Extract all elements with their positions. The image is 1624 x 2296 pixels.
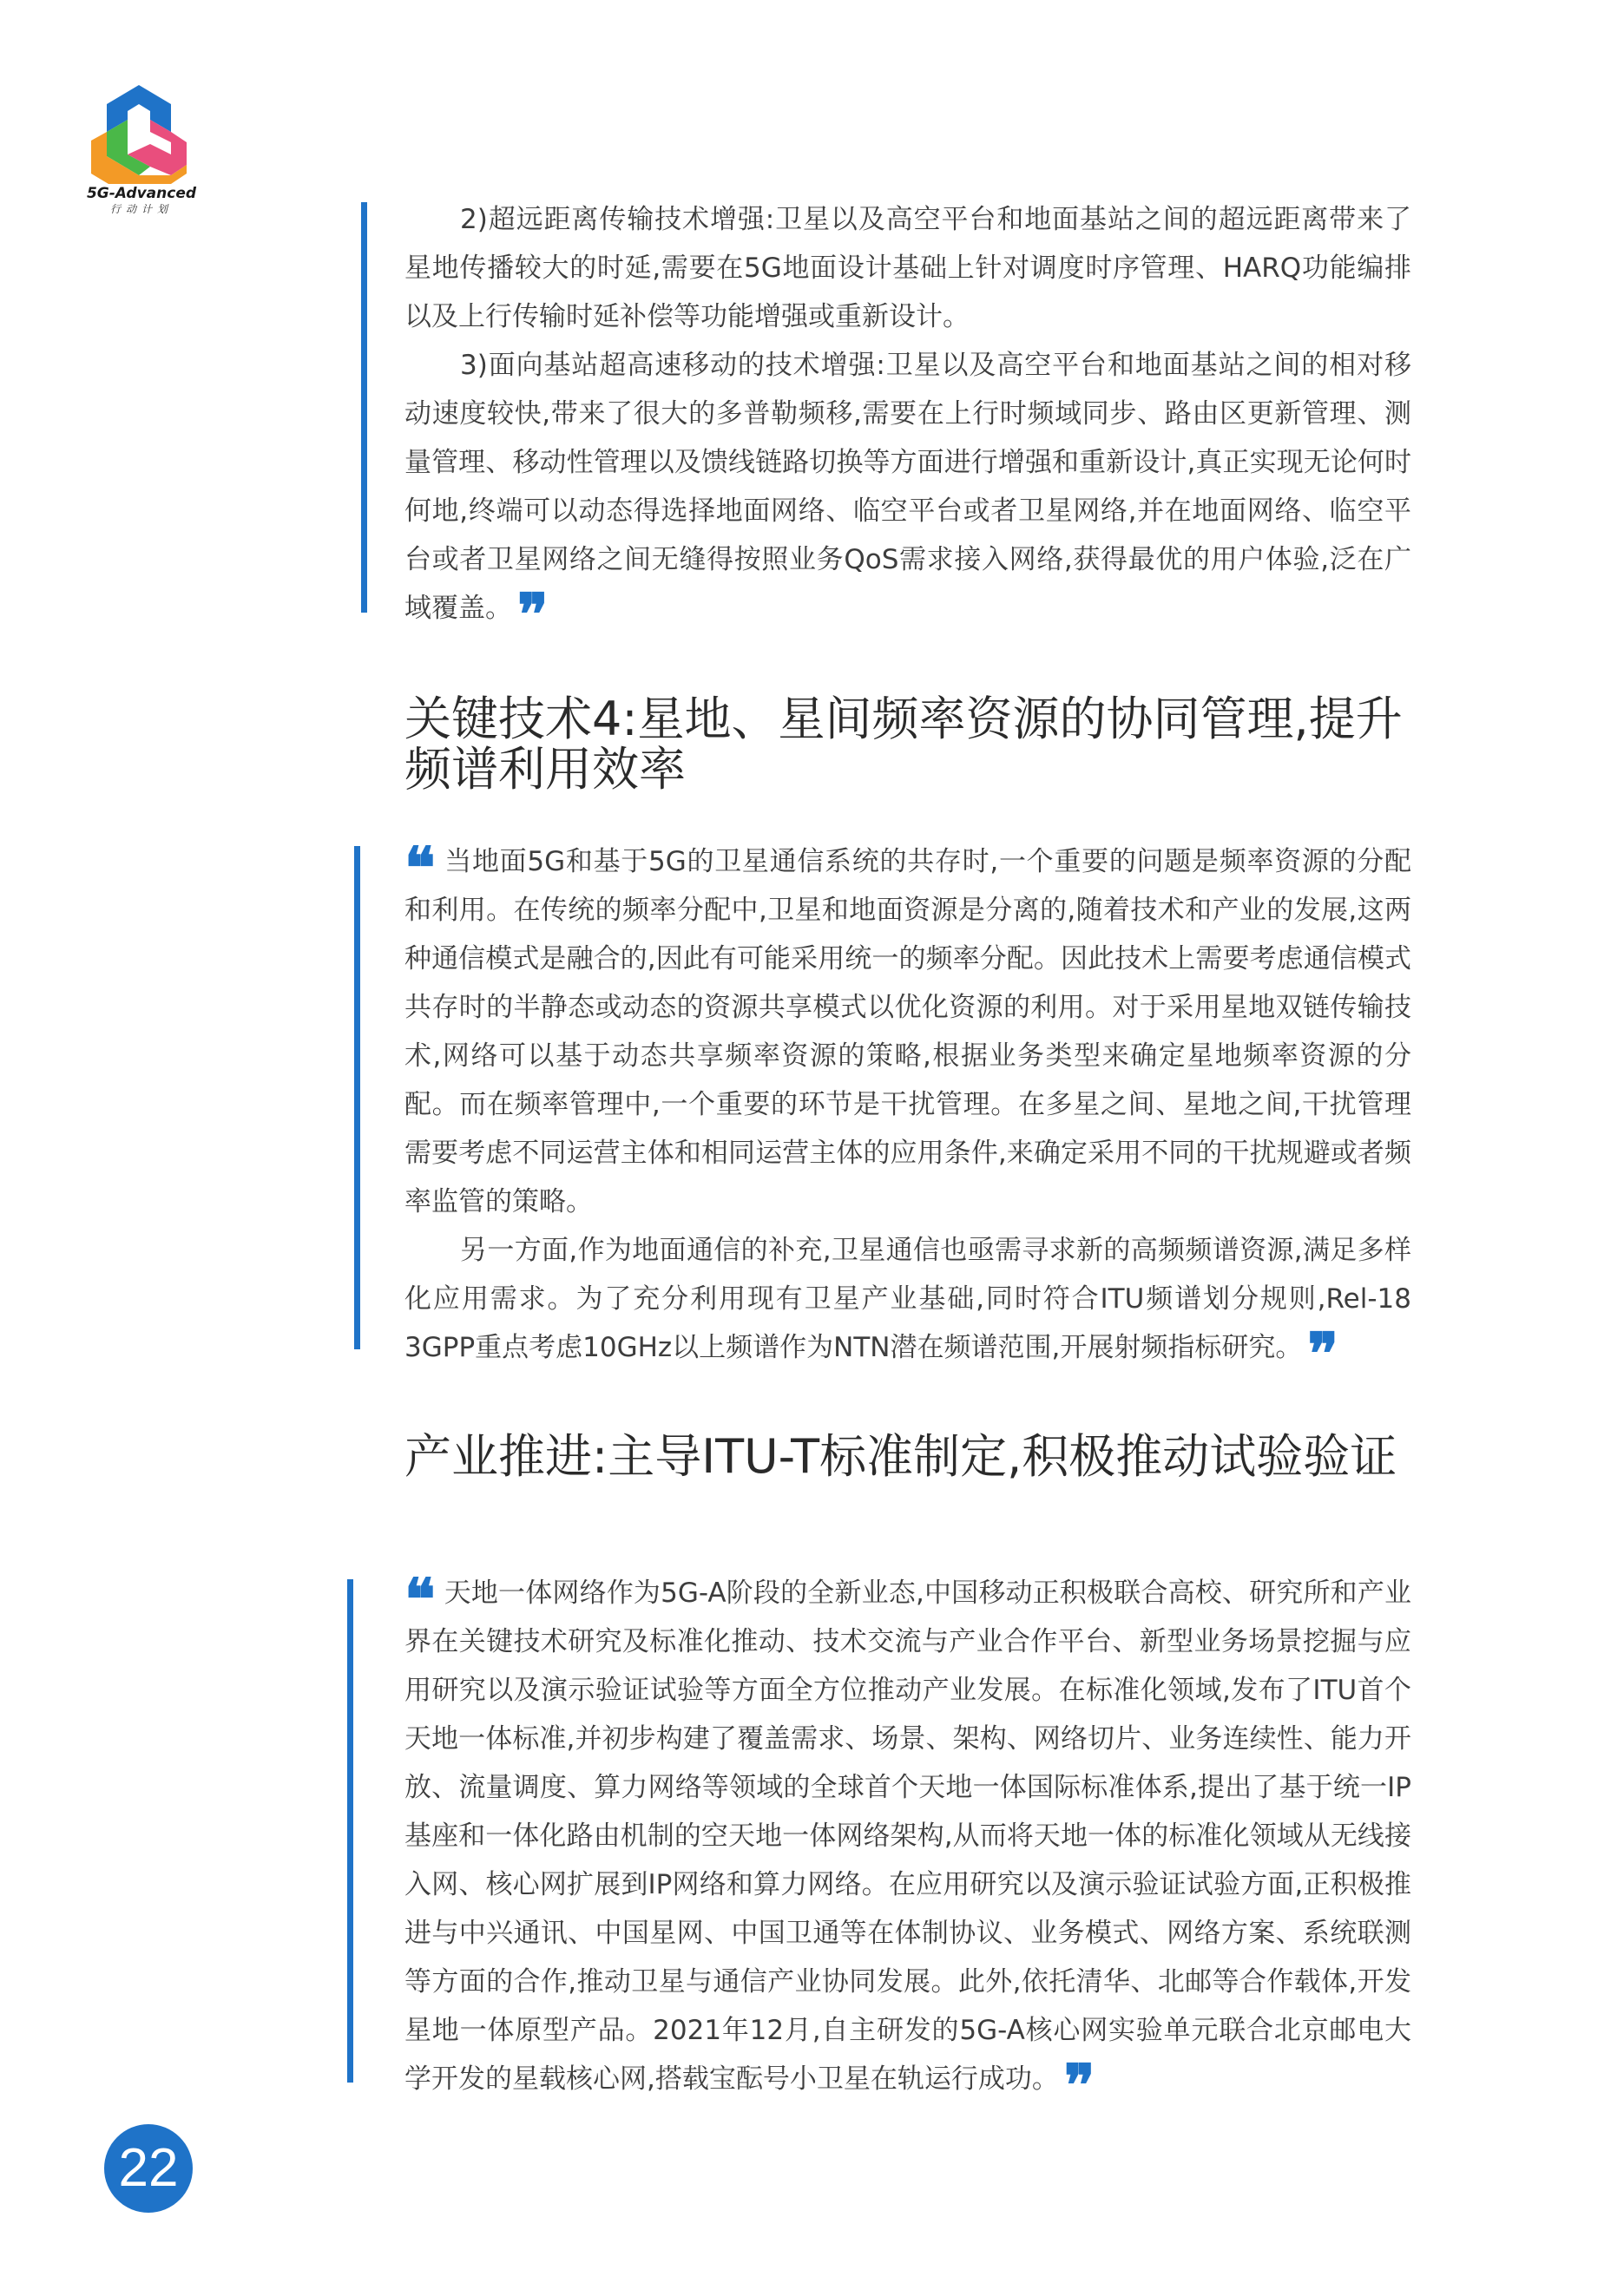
section-heading-industry: 产业推进:主导ITU-T标准制定,积极推动试验验证 [404, 1429, 1397, 1484]
paragraph: 3)面向基站超高速移动的技术增强:卫星以及高空平台和地面基站之间的相对移动速度较快,带来了很大的多普勒频移,需要在上行时频域同步、路由区更新管理、测量管理、移动性管理以及馈线链路切换等方面进行增强和重新设计,真正实现无论何时何地,终端可以动态得选择地面网络、临空平台或者卫星网络,并在地面网络、临空平台或者卫星网络之间无缝得按照业务QoS需求接入网络,获得最优的用户体验,泛在广域覆盖。❞ [404, 350, 1411, 648]
logo-mark-icon [74, 78, 204, 191]
key4-quote-block [404, 834, 1411, 1387]
paragraph: 另一方面,作为地面通信的补充,卫星通信也亟需寻求新的高频频谱资源,满足多样化应用需求。为了充分利用现有卫星产业基础,同时符合ITU频谱划分规则,Rel-18 3GPP重点考虑10GHz以上频谱作为NTN潜在频谱范围,开展射频指标研究。❞ [404, 1235, 1411, 1387]
close-quote-icon: ❞ [1063, 2051, 1095, 2119]
quote-bar [354, 846, 360, 1349]
section-heading-key4: 关键技术4:星地、星间频率资源的协同管理,提升频谱利用效率 [404, 692, 1403, 797]
open-quote-icon: ❝ [404, 1565, 436, 1633]
quote-bar [361, 202, 367, 613]
industry-quote-block [404, 1565, 1411, 2119]
close-quote-icon: ❞ [1307, 1320, 1338, 1387]
quote-bar [347, 1579, 353, 2083]
logo-subtitle: 行动计划 [109, 203, 173, 215]
logo-text [76, 185, 207, 216]
open-quote-icon: ❝ [404, 834, 436, 902]
paragraph: 2)超远距离传输技术增强:卫星以及高空平台和地面基站之间的超远距离带来了星地传播较大的时延,需要在5G地面设计基础上针对调度时序管理、HARQ功能编排以及上行传输时延补偿等功能增强或重新设计。 [404, 204, 1411, 332]
close-quote-icon: ❞ [517, 581, 549, 648]
logo-brand: 5G-Advanced [86, 185, 197, 202]
paragraph: ❝ 天地一体网络作为5G-A阶段的全新业态,中国移动正积极联合高校、研究所和产业界在关键技术研究及标准化推动、技术交流与产业合作平台、新型业务场景挖掘与应用研究以及演示验证试验等方面全方位推动产业发展。在标准化领域,发布了ITU首个天地一体标准,并初步构建了覆盖需求、场景、架构、网络切片、业务连续性、能力开放、流量调度、算力网络等领域的全球首个天地一体国际标准体系,提出了基于统一IP基座和一体化路由机制的空天地一体网络架构,从而将天地一体的标准化领域从无线接入网、核心网扩展到IP网络和算力网络。在应用研究以及演示验证试验方面,正积极推进与中兴通讯、中国星网、中国卫通等在体制协议、业务模式、网络方案、系统联测等方面的合作,推动卫星与通信产业协同发展。此外,依托清华、北邮等合作载体,开发星地一体原型产品。2021年12月,自主研发的5G-A核心网实验单元联合北京邮电大学开发的星载核心网,搭载宝酝号小卫星在轨运行成功。❞ [404, 1565, 1411, 2119]
page-number: 22 [104, 2124, 193, 2213]
paragraph: ❝ 当地面5G和基于5G的卫星通信系统的共存时,一个重要的问题是频率资源的分配和利用。在传统的频率分配中,卫星和地面资源是分离的,随着技术和产业的发展,这两种通信模式是融合的,因此有可能采用统一的频率分配。因此技术上需要考虑通信模式共存时的半静态或动态的资源共享模式以优化资源的利用。对于采用星地双链传输技术,网络可以基于动态共享频率资源的策略,根据业务类型来确定星地频率资源的分配。而在频率管理中,一个重要的环节是干扰管理。在多星之间、星地之间,干扰管理需要考虑不同运营主体和相同运营主体的应用条件,来确定采用不同的干扰规避或者频率监管的策略。 [404, 834, 1411, 1217]
intro-quote-block [404, 195, 1411, 648]
